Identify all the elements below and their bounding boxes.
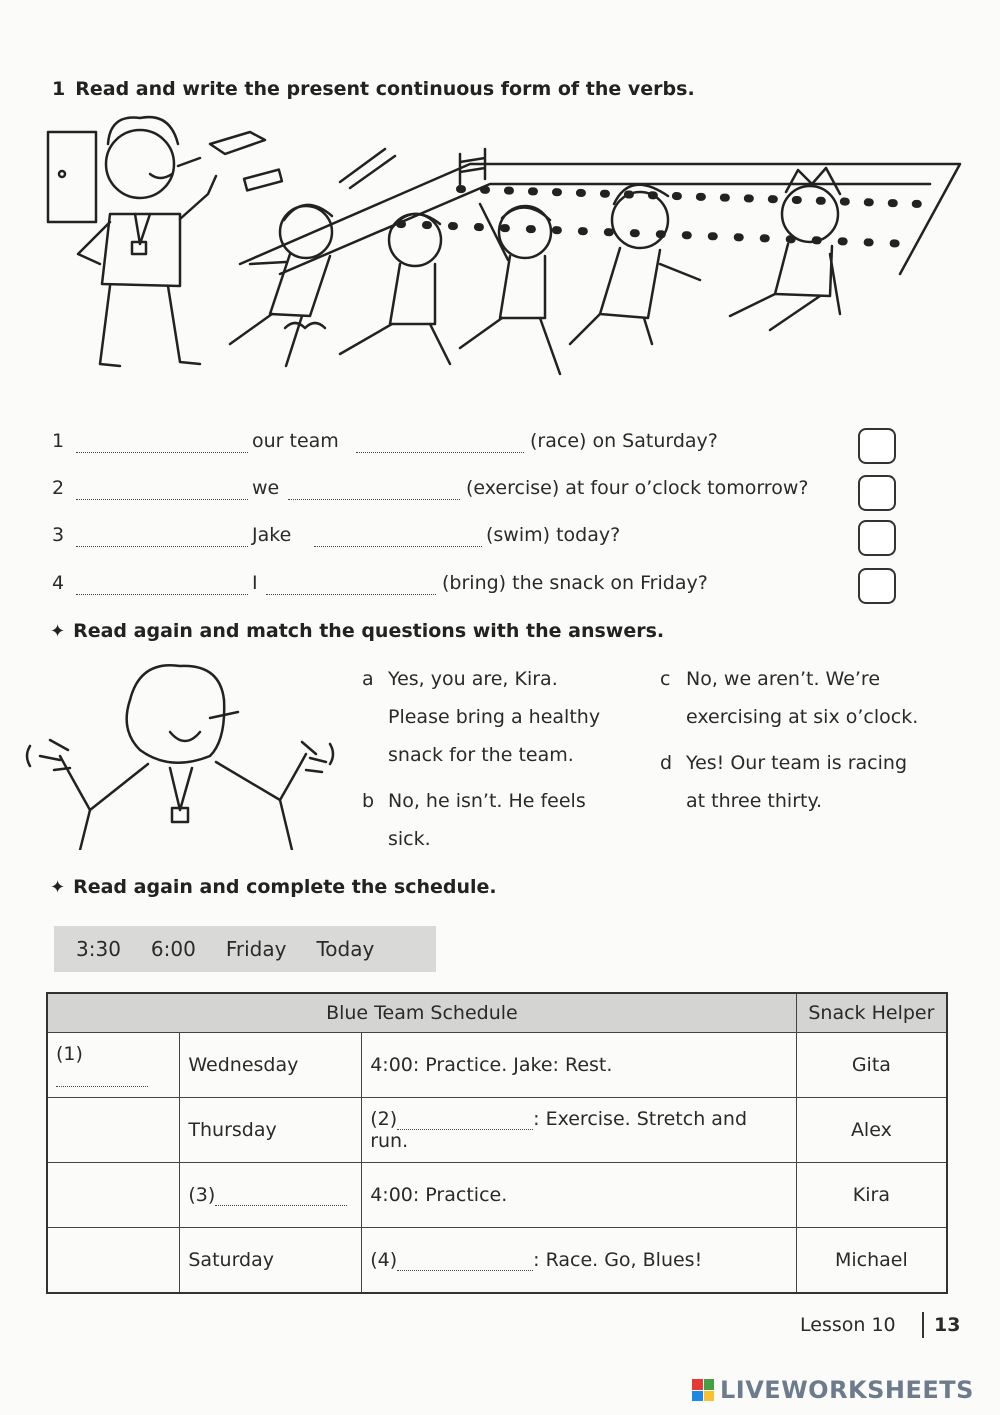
exercise-1-instruction: Read and write the present continuous form of the verbs. xyxy=(75,78,695,100)
word-bank-item: Today xyxy=(316,937,375,961)
question-hint: (swim) today? xyxy=(486,524,621,546)
answer-blank[interactable] xyxy=(215,1187,347,1206)
answer-line: snack for the team. xyxy=(388,744,574,766)
exercise-1-heading xyxy=(52,78,695,100)
day-cell: Saturday xyxy=(180,1228,362,1294)
exercise-number: 1 xyxy=(52,78,66,100)
answer-line: exercising at six o’clock. xyxy=(686,706,919,728)
liveworksheets-logo-icon xyxy=(692,1379,714,1401)
helper-cell: Gita xyxy=(796,1033,947,1098)
footer-divider xyxy=(922,1312,924,1338)
table-row xyxy=(47,1098,947,1163)
match-answer-box[interactable] xyxy=(858,568,896,604)
star-icon: ✦ xyxy=(50,877,66,898)
blank-label: (2) xyxy=(370,1108,398,1130)
exercise-2-heading xyxy=(50,620,664,642)
answer-blank[interactable] xyxy=(314,524,482,547)
question-subject: I xyxy=(252,572,258,594)
row-label-cell xyxy=(47,1163,180,1228)
answer-blank[interactable] xyxy=(76,477,248,500)
answer-letter: b xyxy=(362,790,375,812)
answer-letter: a xyxy=(362,668,374,690)
helper-cell: Alex xyxy=(796,1098,947,1163)
question-hint: (exercise) at four o’clock tomorrow? xyxy=(466,477,809,499)
answer-blank[interactable] xyxy=(56,1068,148,1087)
exercise-2-instruction: Read again and match the questions with the answers. xyxy=(73,620,665,642)
activity-cell xyxy=(362,1098,797,1163)
question-row xyxy=(52,430,952,462)
answer-line: at three thirty. xyxy=(686,790,823,812)
brand-name: LIVEWORKSHEETS xyxy=(720,1376,974,1404)
table-row xyxy=(47,1033,947,1098)
activity-text: : Exercise. Stretch and run. xyxy=(370,1108,748,1152)
answer-a xyxy=(362,660,632,776)
question-number: 1 xyxy=(52,430,65,452)
question-number: 3 xyxy=(52,524,65,546)
answer-line: sick. xyxy=(388,828,431,850)
coach-illustration xyxy=(20,660,340,850)
day-cell: Thursday xyxy=(180,1098,362,1163)
page-number: 13 xyxy=(934,1314,961,1336)
day-cell: Wednesday xyxy=(180,1033,362,1098)
answer-line: Please bring a healthy xyxy=(388,706,601,728)
activity-cell: 4:00: Practice. Jake: Rest. xyxy=(362,1033,797,1098)
swimming-pool-illustration xyxy=(40,104,965,404)
word-bank-item: 6:00 xyxy=(150,937,196,961)
answer-blank[interactable] xyxy=(76,524,248,547)
word-bank-item: 3:30 xyxy=(76,937,121,961)
question-subject: we xyxy=(252,477,280,499)
question-number: 4 xyxy=(52,572,65,594)
answer-d xyxy=(660,744,960,822)
answer-blank[interactable] xyxy=(76,430,248,453)
question-hint: (bring) the snack on Friday? xyxy=(442,572,708,594)
question-row xyxy=(52,524,952,556)
activity-cell: 4:00: Practice. xyxy=(362,1163,797,1228)
schedule-title: Blue Team Schedule xyxy=(47,993,796,1033)
answer-line: No, we aren’t. We’re xyxy=(686,668,881,690)
row-label-cell xyxy=(47,1098,180,1163)
row-label-cell xyxy=(47,1228,180,1294)
word-bank xyxy=(54,926,436,972)
activity-text: : Race. Go, Blues! xyxy=(533,1249,703,1271)
question-subject: our team xyxy=(252,430,339,452)
answer-letter: c xyxy=(660,668,671,690)
answer-blank[interactable] xyxy=(266,572,436,595)
activity-cell xyxy=(362,1228,797,1294)
blank-label: (1) xyxy=(56,1043,83,1065)
answer-line: No, he isn’t. He feels xyxy=(388,790,586,812)
helper-cell: Michael xyxy=(796,1228,947,1294)
answer-letter: d xyxy=(660,752,673,774)
question-subject: Jake xyxy=(252,524,292,546)
answer-blank[interactable] xyxy=(397,1111,533,1130)
exercise-3-instruction: Read again and complete the schedule. xyxy=(73,876,497,898)
answer-blank[interactable] xyxy=(76,572,248,595)
question-row xyxy=(52,572,952,604)
match-answer-box[interactable] xyxy=(858,475,896,511)
answer-line: Yes, you are, Kira. xyxy=(388,668,558,690)
blank-label: (4) xyxy=(370,1249,398,1271)
exercise-3-heading xyxy=(50,876,497,898)
match-answer-box[interactable] xyxy=(858,428,896,464)
word-bank-item: Friday xyxy=(225,937,287,961)
table-header-row xyxy=(47,993,947,1033)
schedule-table xyxy=(46,992,948,1294)
brand-logo xyxy=(692,1376,974,1404)
answer-b xyxy=(362,782,632,860)
answer-blank[interactable] xyxy=(397,1252,533,1271)
lesson-label: Lesson 10 xyxy=(800,1314,896,1336)
row-label-cell xyxy=(47,1033,180,1098)
blank-label: (3) xyxy=(188,1184,216,1206)
star-icon: ✦ xyxy=(50,621,66,642)
table-row xyxy=(47,1228,947,1294)
day-cell xyxy=(180,1163,362,1228)
snack-helper-header: Snack Helper xyxy=(796,993,947,1033)
helper-cell: Kira xyxy=(796,1163,947,1228)
answer-c xyxy=(660,660,960,738)
answer-blank[interactable] xyxy=(288,477,460,500)
table-row xyxy=(47,1163,947,1228)
match-answer-box[interactable] xyxy=(858,520,896,556)
question-row xyxy=(52,477,952,509)
answer-blank[interactable] xyxy=(356,430,524,453)
answer-line: Yes! Our team is racing xyxy=(686,752,908,774)
question-hint: (race) on Saturday? xyxy=(530,430,718,452)
question-number: 2 xyxy=(52,477,65,499)
